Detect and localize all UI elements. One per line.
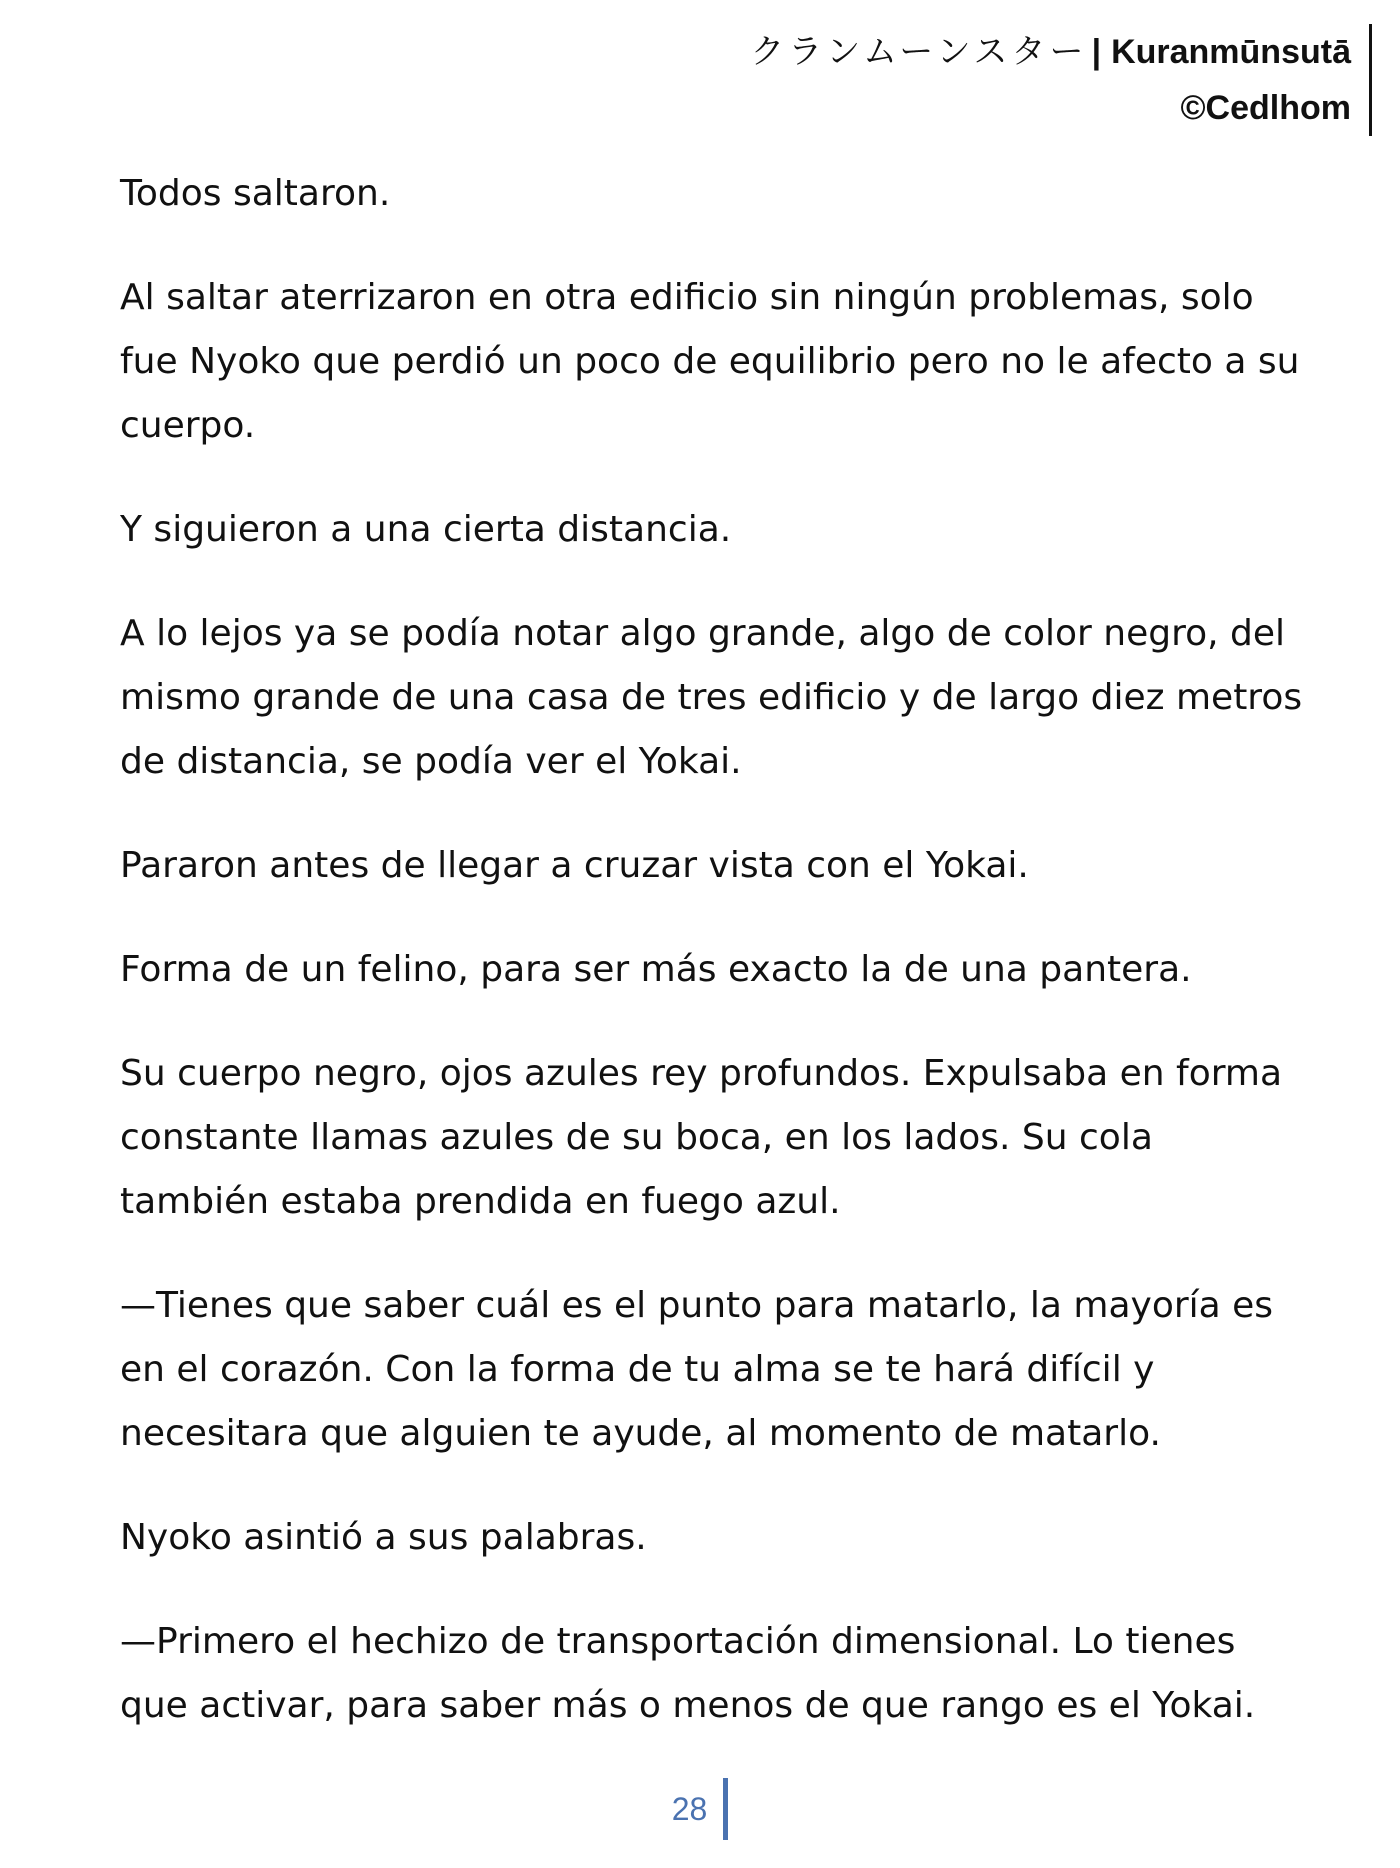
page-number: 28 <box>672 1778 729 1840</box>
paragraph: Nyoko asintió a sus palabras. <box>120 1517 647 1558</box>
paragraph: Y siguieron a una cierta distancia. <box>120 509 732 550</box>
paragraph: A lo lejos ya se podía notar algo grande, algo de color negro, del mismo grande de una casa de tres edificio y de largo diez metros de distancia, se podía ver el Yokai. <box>120 613 1303 782</box>
header-title-line <box>750 24 1351 80</box>
header-romanized-title: Kuranmūnsutā <box>1111 33 1351 71</box>
header-japanese-title: クランムーンスター <box>750 32 1088 72</box>
header-copyright: ©Cedlhom <box>1180 89 1351 127</box>
page-footer <box>0 1778 1400 1840</box>
header-separator: | <box>1091 33 1102 71</box>
paragraph: Su cuerpo negro, ojos azules rey profundos. Expulsaba en forma constante llamas azules de su boca, en los lados. Su cola también estaba prendida en fuego azul. <box>120 1053 1283 1222</box>
page-body <box>120 162 1310 1778</box>
paragraph: Forma de un felino, para ser más exacto la de una pantera. <box>120 949 1192 990</box>
paragraph: —Primero el hechizo de transportación dimensional. Lo tienes que activar, para saber más o menos de que rango es el Yokai. <box>120 1621 1256 1726</box>
paragraph: Al saltar aterrizaron en otra edificio sin ningún problemas, solo fue Nyoko que perdió un poco de equilibrio pero no le afecto a su cuerpo. <box>120 277 1300 446</box>
paragraph: Todos saltaron. <box>120 173 391 214</box>
paragraph: —Tienes que saber cuál es el punto para matarlo, la mayoría es en el corazón. Con la forma de tu alma se te hará difícil y necesitara que alguien te ayude, al momento de matarlo. <box>120 1285 1274 1454</box>
paragraph: Pararon antes de llegar a cruzar vista con el Yokai. <box>120 845 1029 886</box>
running-header <box>750 24 1372 136</box>
